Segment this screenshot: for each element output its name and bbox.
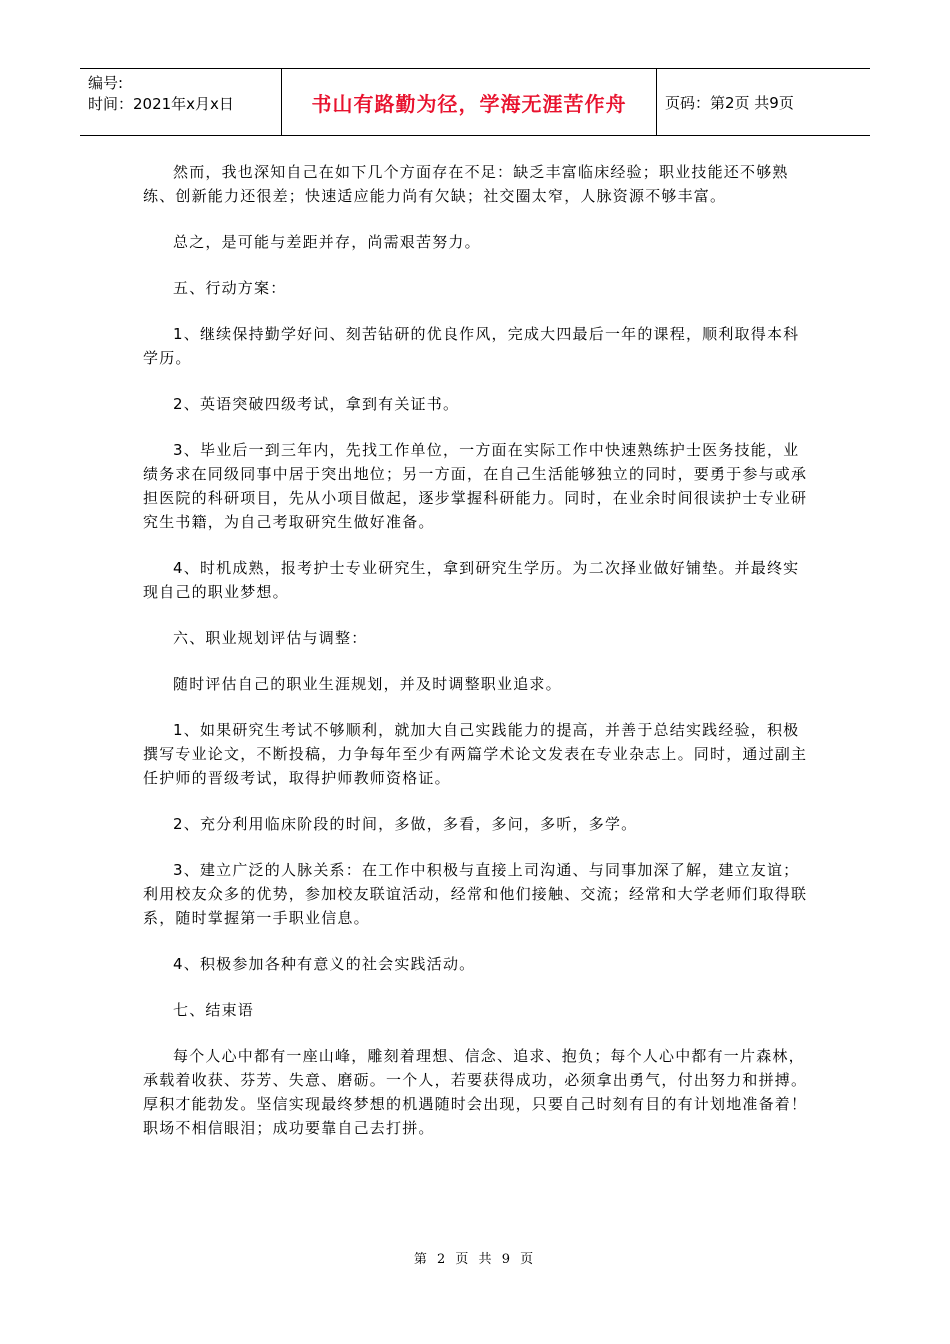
- header-motto: 书山有路勤为径，学海无涯苦作舟: [311, 91, 627, 116]
- header-divider: [656, 69, 657, 135]
- list-item: 1、继续保持勤学好问、刻苦钻研的优良作风，完成大四最后一年的课程，顺利取得本科学历。: [143, 325, 800, 367]
- list-item: 4、积极参加各种有意义的社会实践活动。: [173, 955, 476, 973]
- document-time: 时间：2021年x月x日: [88, 95, 234, 113]
- document-number: 编号:: [88, 74, 124, 92]
- paragraph: 每个人心中都有一座山峰，雕刻着理想、信念、追求、抱负；每个人心中都有一片森林，承载着收获、芬芳、失意、磨砺。一个人，若要获得成功，必须拿出勇气，付出努力和拼搏。厚积才能勃发。坚信实现最终梦想的机遇随时会出现，只要自己时刻有目的有计划地准备着！职场不相信眼泪；成功要靠自己去打拼。: [143, 1047, 808, 1137]
- section-heading: 六、职业规划评估与调整：: [173, 629, 368, 647]
- page-footer: 第 2 页 共 9 页: [413, 1252, 537, 1267]
- section-heading: 五、行动方案：: [173, 279, 287, 297]
- page-header: [80, 68, 870, 136]
- paragraph: 总之，是可能与差距并存，尚需艰苦努力。: [173, 233, 481, 251]
- paragraph: 随时评估自己的职业生涯规划，并及时调整职业追求。: [173, 675, 562, 693]
- paragraph: 然而，我也深知自己在如下几个方面存在不足：缺乏丰富临床经验；职业技能还不够熟练、创新能力还很差；快速适应能力尚有欠缺；社交圈太窄，人脉资源不够丰富。: [143, 163, 789, 205]
- document-body: [143, 160, 811, 1162]
- section-heading: 七、结束语: [173, 1001, 255, 1019]
- list-item: 2、充分利用临床阶段的时间，多做，多看，多问，多听，多学。: [173, 815, 638, 833]
- list-item: 1、如果研究生考试不够顺利，就加大自己实践能力的提高，并善于总结实践经验，积极撰写专业论文，不断投稿，力争每年至少有两篇学术论文发表在专业杂志上。同时，通过副主任护师的晋级考试，取得护师教师资格证。: [143, 721, 808, 787]
- header-meta: [88, 73, 234, 115]
- list-item: 4、时机成熟，报考护士专业研究生，拿到研究生学历。为二次择业做好铺垫。并最终实现自己的职业梦想。: [143, 559, 800, 601]
- header-page-number: 页码：第2页 共9页: [665, 93, 794, 112]
- list-item: 2、英语突破四级考试，拿到有关证书。: [173, 395, 460, 413]
- list-item: 3、建立广泛的人脉关系：在工作中积极与直接上司沟通、与同事加深了解，建立友谊；利用校友众多的优势，参加校友联谊活动，经常和他们接触、交流；经常和大学老师们取得联系，随时掌握第一手职业信息。: [143, 861, 808, 927]
- list-item: 3、毕业后一到三年内，先找工作单位，一方面在实际工作中快速熟练护士医务技能，业绩务求在同级同事中居于突出地位；另一方面，在自己生活能够独立的同时，要勇于参与或承担医院的科研项目，先从小项目做起，逐步掌握科研能力。同时，在业余时间很读护士专业研究生书籍，为自己考取研究生做好准备。: [143, 441, 808, 531]
